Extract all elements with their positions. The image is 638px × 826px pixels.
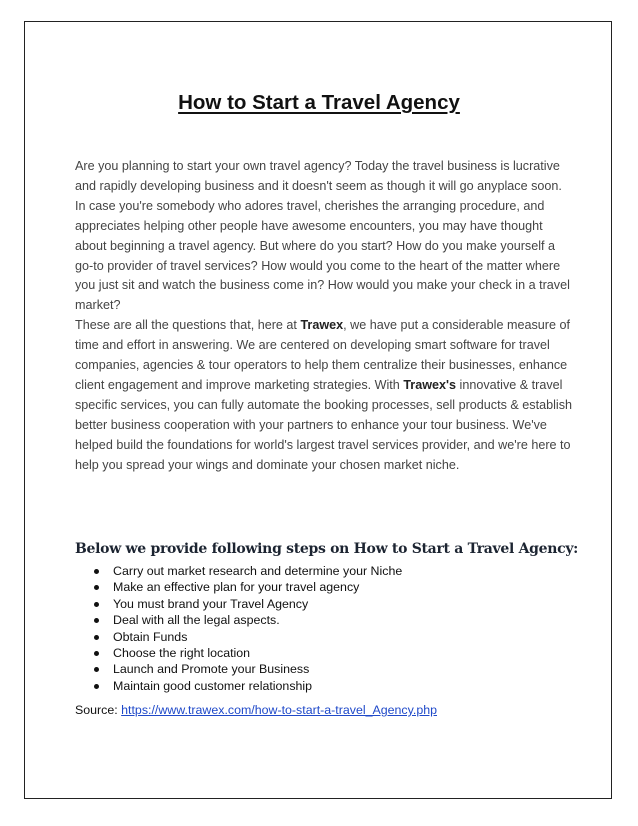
list-item: You must brand your Travel Agency: [75, 596, 402, 612]
source-line: [75, 703, 437, 717]
list-item: Launch and Promote your Business: [75, 661, 402, 677]
services-text-1: These are all the questions that, here at: [75, 318, 301, 333]
list-item: Choose the right location: [75, 645, 402, 661]
source-label: Source:: [75, 703, 122, 717]
page-title: How to Start a Travel Agency: [178, 91, 460, 114]
list-item: Maintain good customer relationship: [75, 678, 402, 694]
article-body: [75, 157, 575, 476]
list-item: Obtain Funds: [75, 629, 402, 645]
source-link[interactable]: https://www.trawex.com/how-to-start-a-travel_Agency.php: [121, 703, 438, 717]
brand-name: Trawex: [300, 318, 344, 333]
intro-paragraph: Are you planning to start your own travel agency? Today the travel business is lucrative and rapidly developing business and it doesn't seem as though it will go anyplace soon. In case you're somebody who adores travel, cherishes the arranging procedure, and appreciates helping other people have awesome encounters, you may have thought about beginning a travel agency. But where do you start? How do you make yourself a go-to provider of travel services? How would you come to the heart of the matter where you just sit and watch the business come in? How would you make your check in a travel market?: [75, 159, 570, 313]
services-paragraph: [75, 316, 575, 475]
list-item: Make an effective plan for your travel agency: [75, 579, 402, 595]
services-text-2: , we have put a considerable measure of time and effort in answering. We are centered on developing smart software for travel companies, agencies & tour operators to help them centralize their businesses, enhance client engagement and improve marketing strategies. With: [75, 318, 570, 392]
brand-name-possessive: Trawex's: [403, 377, 457, 392]
steps-heading: Below we provide following steps on How to Start a Travel Agency:: [75, 541, 579, 557]
list-item: Carry out market research and determine your Niche: [75, 563, 402, 579]
steps-list: [75, 563, 402, 694]
list-item: Deal with all the legal aspects.: [75, 612, 402, 628]
services-text-3: innovative & travel specific services, you can fully automate the booking processes, sell products & establish better business cooperation with your partners to enhance your tour business. We've helped build the foundations for world's largest travel services provider, and we're here to help you spread your wings and dominate your chosen market niche.: [75, 377, 573, 472]
